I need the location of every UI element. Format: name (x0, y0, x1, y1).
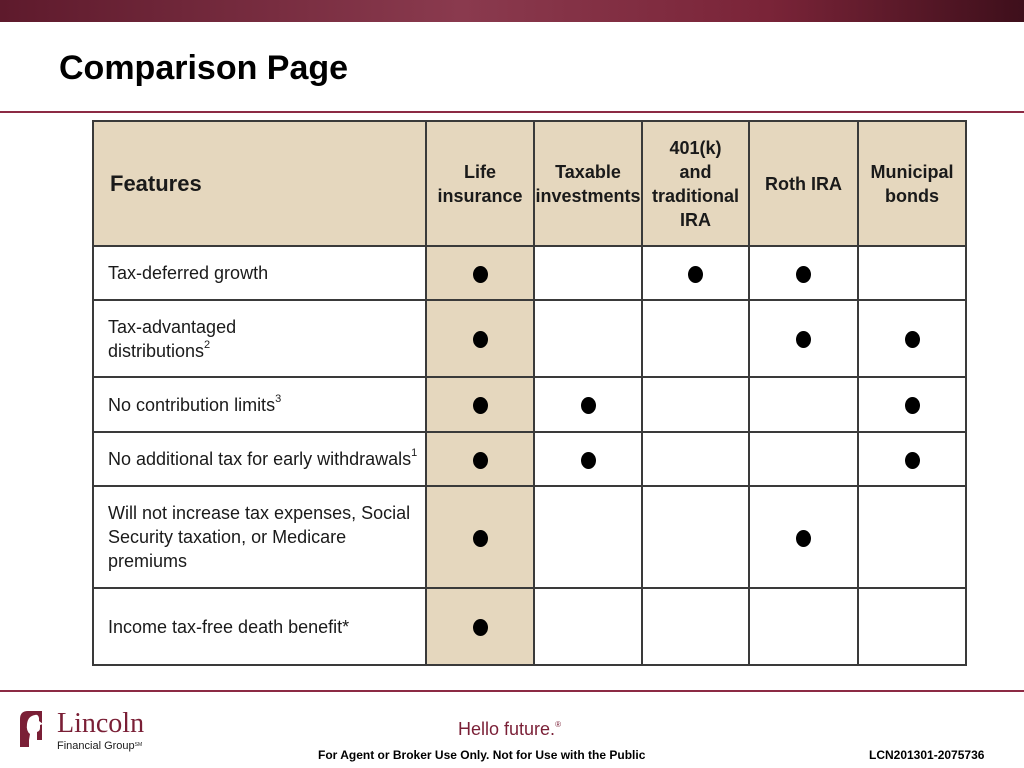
bullet-dot-icon (905, 397, 920, 414)
mark-cell (534, 432, 642, 486)
footnote-ref: 1 (411, 447, 418, 459)
mark-cell (749, 486, 858, 588)
mark-cell (426, 300, 534, 377)
feature-text: Will not increase tax expenses, Social (108, 503, 411, 523)
top-banner (0, 0, 1024, 22)
disclaimer-text: For Agent or Broker Use Only. Not for Use with the Public (318, 748, 646, 762)
feature-cell (93, 432, 426, 486)
mark-cell (749, 432, 858, 486)
table-row (93, 588, 966, 665)
column-header-line: bonds (885, 185, 939, 206)
column-header-line: IRA (680, 209, 711, 230)
mark-cell (426, 486, 534, 588)
mark-cell (749, 588, 858, 665)
mark-cell (642, 377, 749, 432)
lincoln-logo (17, 709, 187, 753)
table-row (93, 377, 966, 432)
mark-cell (426, 377, 534, 432)
title-divider (0, 111, 1024, 113)
mark-cell (642, 246, 749, 300)
bullet-dot-icon (905, 452, 920, 469)
mark-cell (749, 246, 858, 300)
column-header (534, 121, 642, 246)
mark-cell (858, 300, 966, 377)
column-header (749, 121, 858, 246)
footer-divider (0, 690, 1024, 692)
feature-text: premiums (108, 551, 188, 571)
column-header (858, 121, 966, 246)
mark-cell (858, 432, 966, 486)
column-header-line: Municipal (870, 161, 954, 182)
bullet-dot-icon (473, 331, 488, 348)
column-header-line: and (679, 161, 712, 182)
mark-cell (749, 300, 858, 377)
feature-text: distributions (108, 340, 205, 361)
mark-cell (642, 588, 749, 665)
feature-text: Tax-deferred growth (108, 263, 269, 283)
feature-cell (93, 246, 426, 300)
mark-cell (426, 432, 534, 486)
mark-cell (534, 486, 642, 588)
comparison-table (92, 120, 967, 666)
mark-cell (642, 300, 749, 377)
bullet-dot-icon (796, 530, 811, 547)
column-header-line: Taxable (555, 161, 621, 182)
mark-cell (534, 588, 642, 665)
mark-cell (426, 588, 534, 665)
document-code: LCN201301-2075736 (869, 748, 985, 762)
bullet-dot-icon (473, 619, 488, 636)
column-header-line: Roth IRA (765, 173, 842, 194)
mark-cell (534, 246, 642, 300)
feature-text: No additional tax for early withdrawals (108, 449, 412, 469)
bullet-dot-icon (581, 397, 596, 414)
column-header-line: investments (535, 185, 641, 206)
mark-cell (749, 377, 858, 432)
bullet-dot-icon (796, 331, 811, 348)
column-header-line: Life (463, 161, 496, 182)
column-header (426, 121, 534, 246)
bullet-dot-icon (688, 266, 703, 283)
tagline: Hello future.® (458, 719, 561, 739)
footnote-ref: 2 (204, 338, 211, 351)
mark-cell (858, 246, 966, 300)
features-header: Features (93, 121, 426, 246)
page-title: Comparison Page (59, 49, 349, 87)
mark-cell (858, 377, 966, 432)
feature-cell (93, 377, 426, 432)
feature-text: No contribution limits (108, 394, 276, 415)
table-row (93, 246, 966, 300)
mark-cell (534, 300, 642, 377)
logo-subtitle: Financial Group℠ (57, 740, 143, 752)
feature-cell (93, 486, 426, 588)
bullet-dot-icon (473, 530, 488, 547)
column-header-line: insurance (437, 185, 523, 206)
column-header-line: 401(k) (669, 137, 722, 158)
feature-cell (93, 300, 426, 377)
feature-cell (93, 588, 426, 665)
table-row (93, 300, 966, 377)
mark-cell (642, 432, 749, 486)
footnote-ref: 3 (275, 392, 282, 405)
bullet-dot-icon (473, 397, 488, 414)
feature-text: Income tax-free death benefit* (108, 616, 350, 637)
table-row (93, 432, 966, 486)
lincoln-profile-icon (17, 709, 53, 749)
bullet-dot-icon (473, 266, 488, 283)
mark-cell (534, 377, 642, 432)
mark-cell (858, 486, 966, 588)
bullet-dot-icon (905, 331, 920, 348)
mark-cell (858, 588, 966, 665)
column-header-line: traditional (651, 185, 739, 206)
table-body (93, 246, 966, 665)
mark-cell (642, 486, 749, 588)
feature-text: Security taxation, or Medicare (108, 527, 347, 547)
bullet-dot-icon (796, 266, 811, 283)
column-header (642, 121, 749, 246)
table-header-row (93, 121, 966, 246)
feature-text: Tax-advantaged (108, 316, 237, 337)
bullet-dot-icon (581, 452, 596, 469)
table-row (93, 486, 966, 588)
bullet-dot-icon (473, 452, 488, 469)
mark-cell (426, 246, 534, 300)
logo-wordmark: Lincoln (57, 708, 145, 739)
